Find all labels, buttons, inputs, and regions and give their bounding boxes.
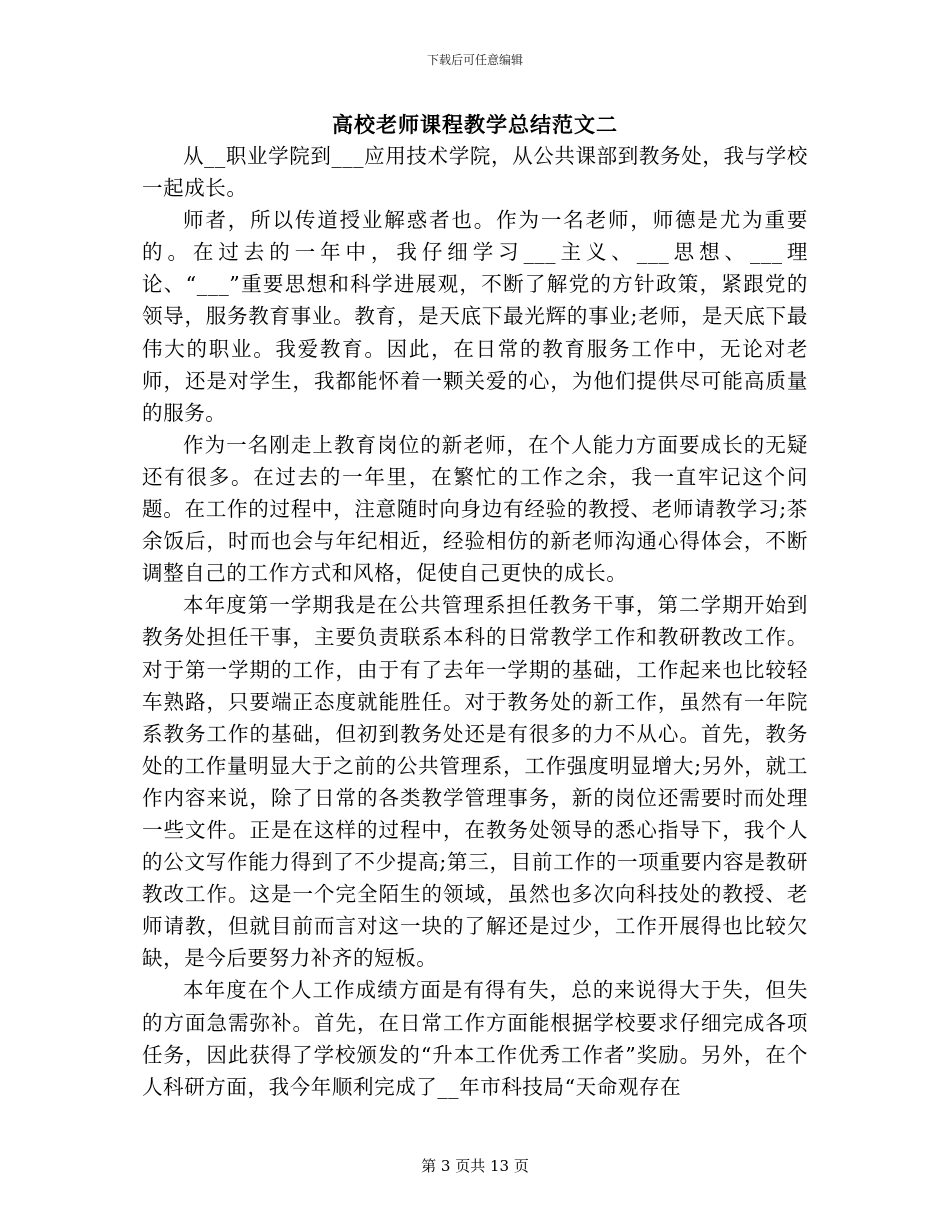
paragraph-5: 本年度在个人工作成绩方面是有得有失，总的来说得大于失，但失的方面急需弥补。首先，在日常工作方面能根据学校要求仔细完成各项任务，因此获得了学校颁发的“升本工作优秀工作者”奖励。另外，在个人科研方面，我今年顺利完成了__年市科技局“天命观存在: [142, 978, 808, 1099]
page-header-note: 下载后可任意编辑: [426, 53, 523, 67]
paragraph-3: 作为一名刚走上教育岗位的新老师，在个人能力方面要成长的无疑还有很多。在过去的一年里，在繁忙的工作之余，我一直牢记这个问题。在工作的过程中，注意随时向身边有经验的教授、老师请教学习;茶余饭后，时而也会与年纪相近，经验相仿的新老师沟通心得体会，不断调整自己的工作方式和风格，促使自己更快的成长。: [142, 432, 808, 586]
paragraph-1: 从__职业学院到___应用技术学院，从公共课部到教务处，我与学校一起成长。: [142, 144, 808, 201]
paragraph-2: 师者，所以传道授业解惑者也。作为一名老师，师德是尤为重要的。在过去的一年中，我仔细学习___主义、___思想、___理论、“___”重要思想和科学进展观，不断了解党的方针政策，紧跟党的领导，服务教育事业。教育，是天底下最光辉的事业;老师，是天底下最伟大的职业。我爱教育。因此，在日常的教育服务工作中，无论对老师，还是对学生，我都能怀着一颗关爱的心，为他们提供尽可能高质量的服务。: [142, 208, 808, 425]
page-number: 第 3 页共 13 页: [421, 1157, 529, 1175]
document-body: [142, 140, 808, 1103]
paragraph-4: 本年度第一学期我是在公共管理系担任教务干事，第二学期开始到教务处担任干事，主要负责联系本科的日常教学工作和教研教改工作。对于第一学期的工作，由于有了去年一学期的基础，工作起来也比较轻车熟路，只要端正态度就能胜任。对于教务处的新工作，虽然有一年院系教务工作的基础，但初到教务处还是有很多的力不从心。首先，教务处的工作量明显大于之前的公共管理系，工作强度明显增大;另外，就工作内容来说，除了日常的各类教学管理事务，新的岗位还需要时而处理一些文件。正是在这样的过程中，在教务处领导的悉心指导下，我个人的公文写作能力得到了不少提高;第三，目前工作的一项重要内容是教研教改工作。这是一个完全陌生的领域，虽然也多次向科技处的教授、老师请教，但就目前而言对这一块的了解还是过少，工作开展得也比较欠缺，是今后要努力补齐的短板。: [142, 593, 808, 971]
document-title: 高校老师课程教学总结范文二: [332, 112, 618, 137]
